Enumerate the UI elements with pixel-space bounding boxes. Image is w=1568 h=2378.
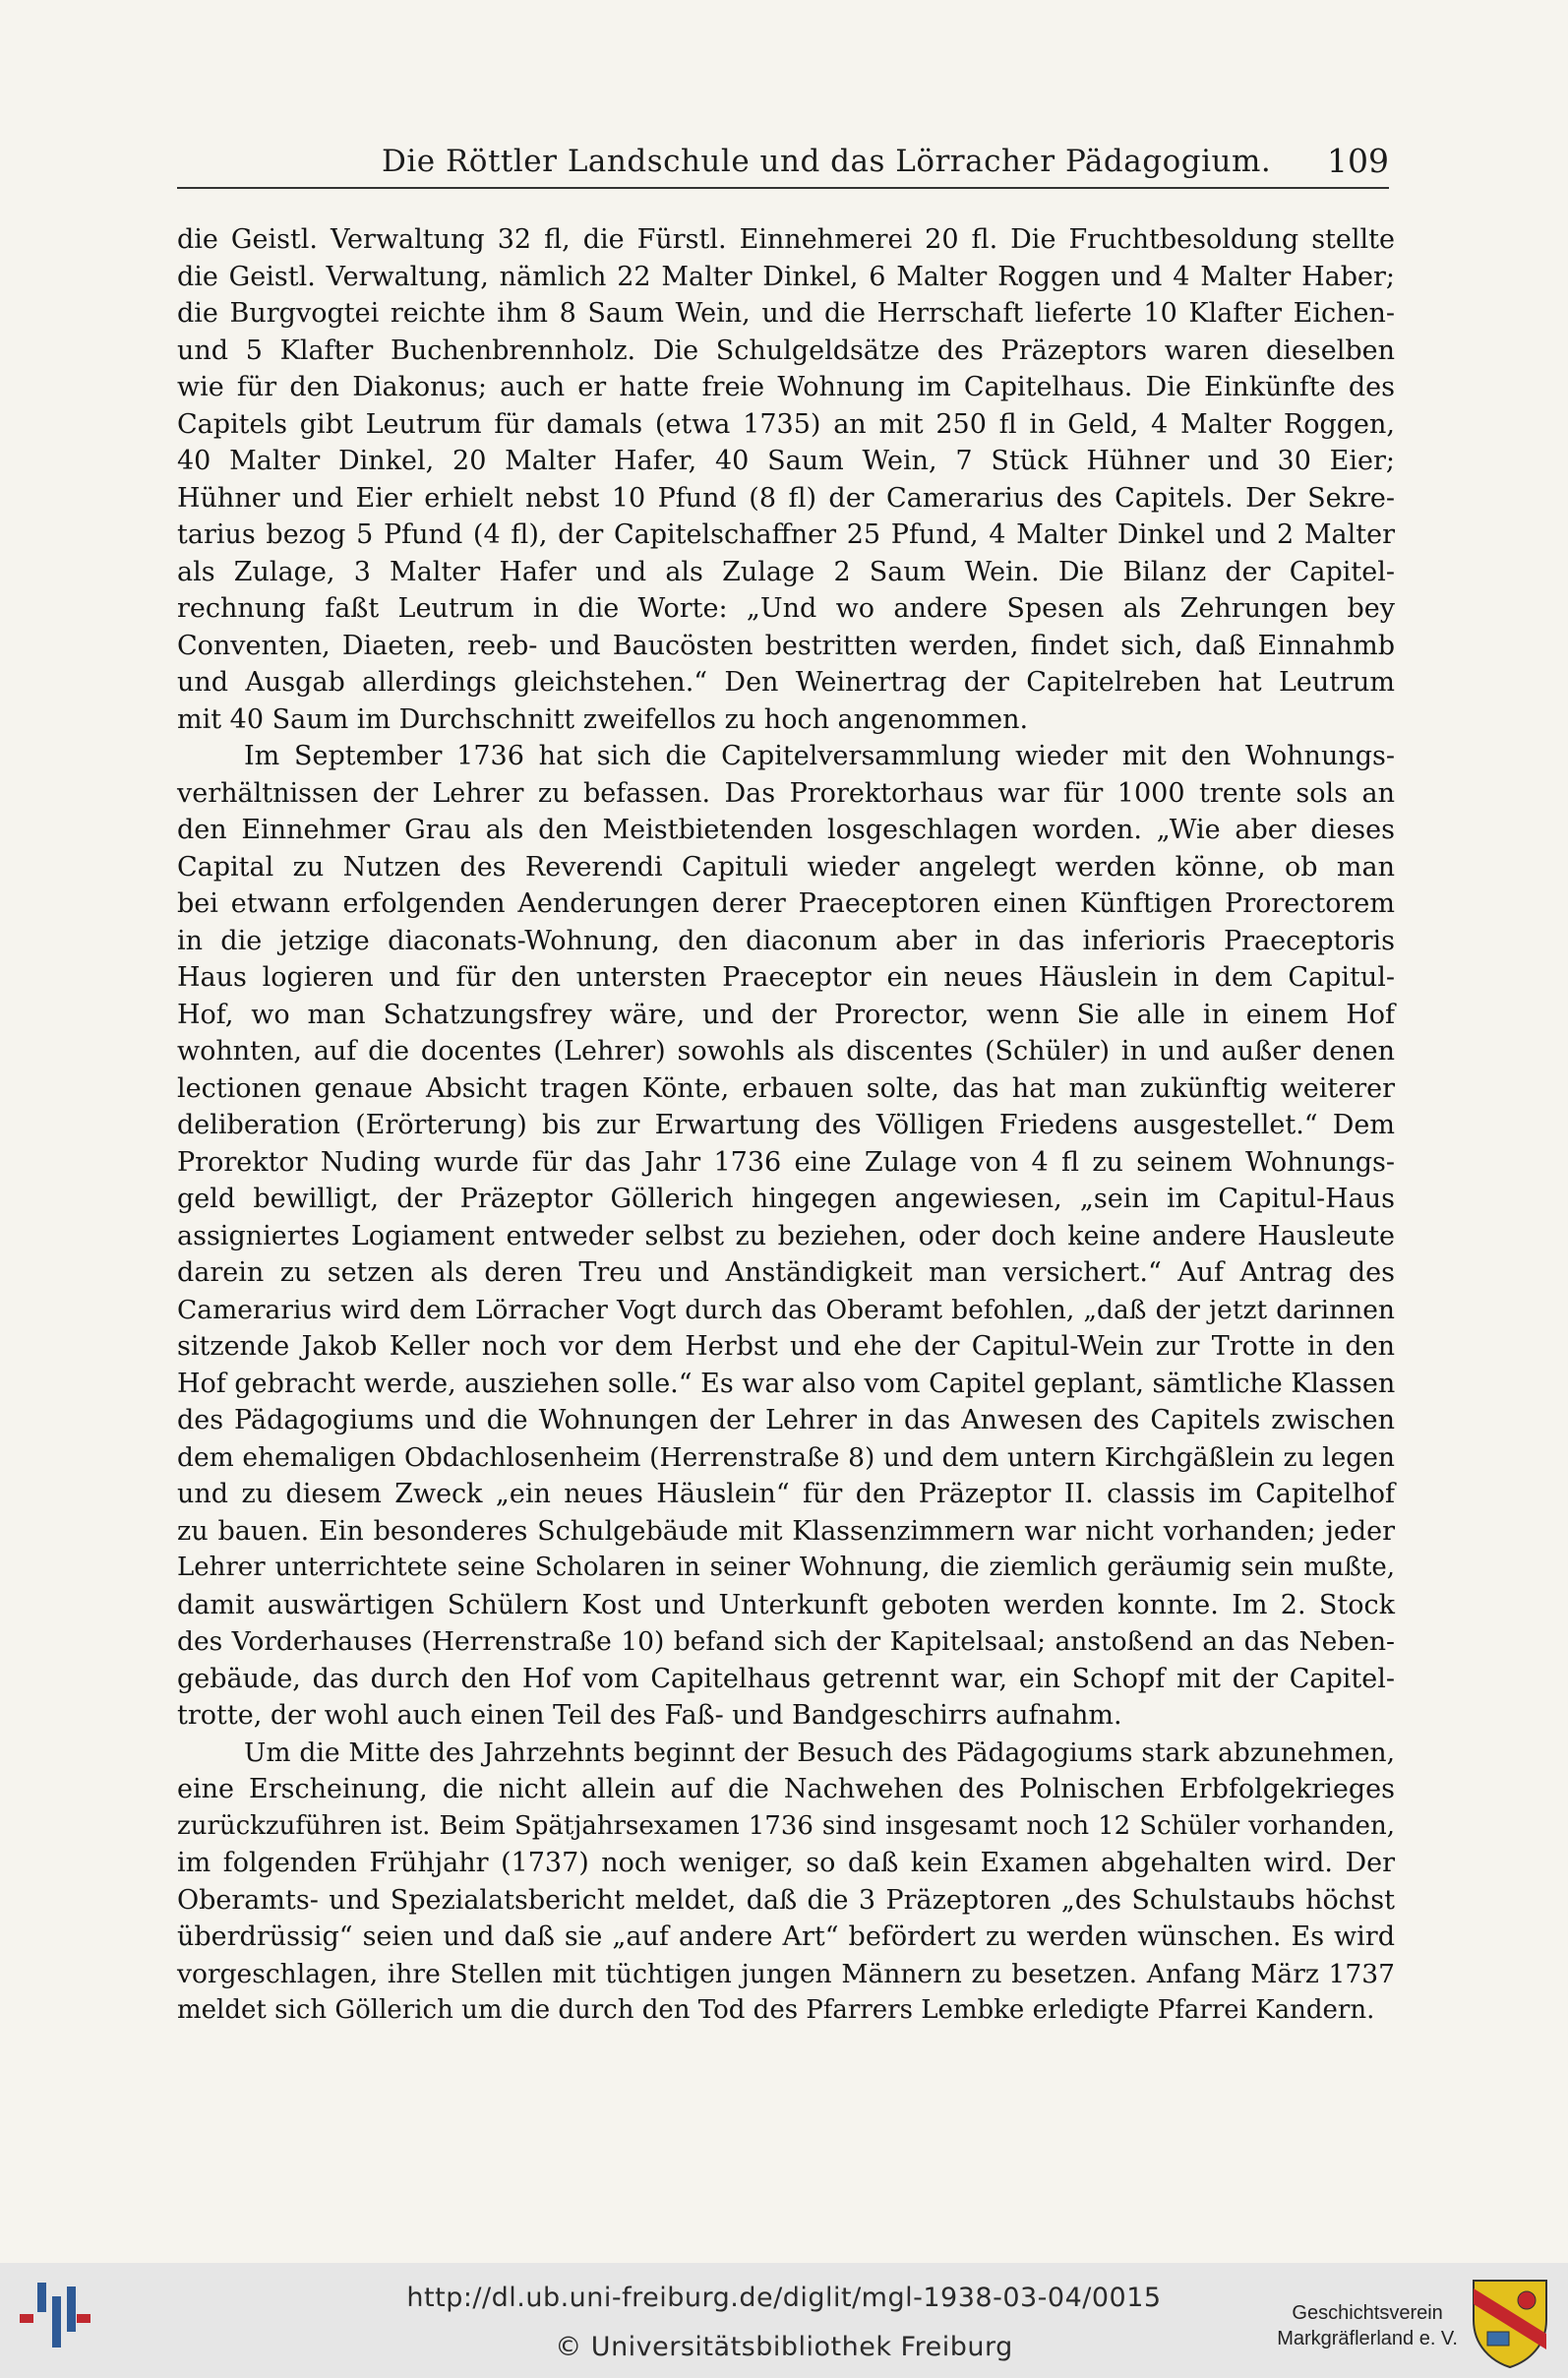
text-line: wohnten, auf die docentes (Lehrer) sowohls als discentes (Schüler) in und außer denen <box>177 1036 1395 1067</box>
baden-crest-icon <box>1470 2275 1550 2369</box>
text-line: lectionen genaue Absicht tragen Könte, erbauen solte, das hat man zukünftig weiterer <box>177 1072 1395 1104</box>
text-line: gebäude, das durch den Hof vom Capitelhaus getrennt war, ein Schopf mit der Capitel- <box>177 1663 1395 1694</box>
text-line: sitzende Jakob Keller noch vor dem Herbst und ehe der Capitul-Wein zur Trotte in den <box>177 1331 1395 1362</box>
text-line: des Vorderhauses (Herrenstraße 10) befand sich der Kapitelsaal; anstoßend an das Neben- <box>177 1626 1395 1657</box>
text-line: die Geistl. Verwaltung, nämlich 22 Malter Dinkel, 6 Malter Roggen und 4 Malter Haber; <box>177 261 1395 292</box>
copyright-text: © Universitätsbibliothek Freiburg <box>555 2332 1013 2362</box>
text-line: Capitels gibt Leutrum für damals (etwa 1735) an mit 250 fl in Geld, 4 Malter Roggen, <box>177 408 1395 440</box>
text-line: eine Erscheinung, die nicht allein auf die Nachwehen des Polnischen Erbfolgekrieges <box>177 1774 1395 1804</box>
text-line: Hühner und Eier erhielt nebst 10 Pfund (8 fl) der Camerarius des Capitels. Der Sekre- <box>177 482 1395 514</box>
society-name <box>1277 2300 1458 2351</box>
text-line: und 5 Klafter Buchenbrennholz. Die Schulgeldsätze des Präzeptors waren dieselben <box>177 335 1395 366</box>
text-line: meldet sich Göllerich um die durch den Tod des Pfarrers Lembke erledigte Pfarrei Kandern. <box>177 1995 1375 2025</box>
society-line-2: Markgräflerland e. V. <box>1277 2328 1458 2349</box>
body-text <box>177 221 1395 2030</box>
society-line-1: Geschichtsverein <box>1292 2302 1443 2324</box>
text-line: im folgenden Frühjahr (1737) noch weniger, so daß kein Examen abgehalten wird. Der <box>177 1848 1395 1878</box>
text-line: verhältnissen der Lehrer zu befassen. Das Prorektorhaus war für 1000 trente sols an <box>177 777 1395 809</box>
text-line: darein zu setzen als deren Treu und Anständigkeit man versichert.“ Auf Antrag des <box>177 1257 1395 1288</box>
text-line: und Ausgab allerdings gleichstehen.“ Den Weinertrag der Capitelreben hat Leutrum <box>177 667 1395 698</box>
text-line: und zu diesem Zweck „ein neues Häuslein“ für den Präzeptor II. classis im Capitelhof <box>177 1479 1395 1509</box>
text-line: Lehrer unterrichtete seine Scholaren in seiner Wohnung, die ziemlich geräumig sein mußte, <box>177 1553 1395 1582</box>
text-line: tarius bezog 5 Pfund (4 fl), der Capitelschaffner 25 Pfund, 4 Malter Dinkel und 2 Malter <box>177 519 1395 550</box>
text-line: mit 40 Saum im Durchschnitt zweifellos zu hoch angenommen. <box>177 703 1029 735</box>
text-line: Prorektor Nuding wurde für das Jahr 1736 eine Zulage von 4 fl zu seinem Wohnungs- <box>177 1146 1395 1178</box>
text-line: überdrüssig“ seien und daß sie „auf andere Art“ befördert zu werden wünschen. Es wird <box>177 1921 1395 1952</box>
paragraph <box>177 1735 1395 2030</box>
header-rule <box>177 187 1389 189</box>
paragraph <box>177 738 1395 1735</box>
text-line: trotte, der wohl auch einen Teil des Faß- und Bandgeschirrs aufnahm. <box>177 1700 1122 1731</box>
text-line: Haus logieren und für den untersten Praeceptor ein neues Häuslein in dem Capitul- <box>177 962 1395 993</box>
text-line: Conventen, Diaeten, reeb- und Baucösten bestritten werden, findet sich, daß Einnahmb <box>177 630 1395 661</box>
text-line: des Pädagogiums und die Wohnungen der Lehrer in das Anwesen des Capitels zwischen <box>177 1405 1395 1435</box>
text-line: Capital zu Nutzen des Reverendi Capituli wieder angelegt werden könne, ob man <box>177 851 1395 883</box>
footer-bar <box>0 2263 1568 2378</box>
page-header <box>177 138 1389 185</box>
source-url-link[interactable]: http://dl.ub.uni-freiburg.de/diglit/mgl-1938-03-04/0015 <box>406 2283 1162 2313</box>
text-line: Hof gebracht werde, ausziehen solle.“ Es war also vom Capitel geplant, sämtliche Klassen <box>177 1368 1396 1399</box>
text-line: geld bewilligt, der Präzeptor Göllerich hingegen angewiesen, „sein im Capitul-Haus <box>177 1184 1395 1214</box>
text-line: Um die Mitte des Jahrzehnts beginnt der Besuch des Pädagogiums stark abzunehmen, <box>244 1737 1395 1768</box>
text-line: assigniertes Logiament entweder selbst zu beziehen, oder doch keine andere Hausleute <box>177 1220 1395 1251</box>
text-line: zurückzuführen ist. Beim Spätjahrsexamen 1736 sind insgesamt noch 12 Schüler vorhanden, <box>177 1810 1395 1841</box>
text-line: wie für den Diakonus; auch er hatte freie Wohnung im Capitelhaus. Die Einkünfte des <box>177 372 1395 402</box>
text-line: die Geistl. Verwaltung 32 fl, die Fürstl. Einnehmerei 20 fl. Die Fruchtbesoldung stellte <box>177 224 1395 255</box>
text-line: Hof, wo man Schatzungsfrey wäre, und der Prorector, wenn Sie alle in einem Hof <box>177 999 1395 1030</box>
text-line: den Einnehmer Grau als den Meistbietenden losgeschlagen worden. „Wie aber dieses <box>177 815 1395 845</box>
text-line: damit auswärtigen Schülern Kost und Unterkunft geboten werden konnte. Im 2. Stock <box>177 1589 1395 1620</box>
text-line: dem ehemaligen Obdachlosenheim (Herrenstraße 8) und dem untern Kirchgäßlein zu legen <box>177 1441 1395 1473</box>
text-line: als Zulage, 3 Malter Hafer und als Zulage 2 Saum Wein. Die Bilanz der Capitel- <box>177 556 1395 587</box>
text-line: zu bauen. Ein besonderes Schulgebäude mit Klassenzimmern war nicht vorhanden; jeder <box>177 1515 1395 1547</box>
text-line: Camerarius wird dem Lörracher Vogt durch das Oberamt befohlen, „daß der jetzt darinnen <box>177 1294 1395 1325</box>
page-number: 109 <box>1327 142 1389 180</box>
text-line: die Burgvogtei reichte ihm 8 Saum Wein, und die Herrschaft lieferte 10 Klafter Eichen- <box>177 298 1395 329</box>
text-line: bei etwann erfolgenden Aenderungen derer Praeceptoren einen Künftigen Prorectorem <box>177 888 1395 919</box>
running-title: Die Röttler Landschule und das Lörracher Pädagogium. <box>382 144 1272 179</box>
text-line: Oberamts- und Spezialatsbericht meldet, daß die 3 Präzeptoren „des Schulstaubs höchst <box>177 1884 1395 1916</box>
text-line: rechnung faßt Leutrum in die Worte: „Und wo andere Spesen als Zehrungen bey <box>177 593 1395 624</box>
text-line: Im September 1736 hat sich die Capitelversammlung wieder mit den Wohnungs- <box>244 741 1395 771</box>
text-line: 40 Malter Dinkel, 20 Malter Hafer, 40 Saum Wein, 7 Stück Hühner und 30 Eier; <box>177 446 1395 476</box>
paragraph <box>177 221 1395 738</box>
text-line: in die jetzige diaconats-Wohnung, den diaconum aber in das inferioris Praeceptoris <box>177 925 1395 956</box>
text-line: deliberation (Erörterung) bis zur Erwartung des Völligen Friedens ausgestellet.“ Dem <box>177 1110 1395 1140</box>
text-line: vorgeschlagen, ihre Stellen mit tüchtigen jungen Männern zu besetzen. Anfang März 1737 <box>177 1958 1395 1989</box>
